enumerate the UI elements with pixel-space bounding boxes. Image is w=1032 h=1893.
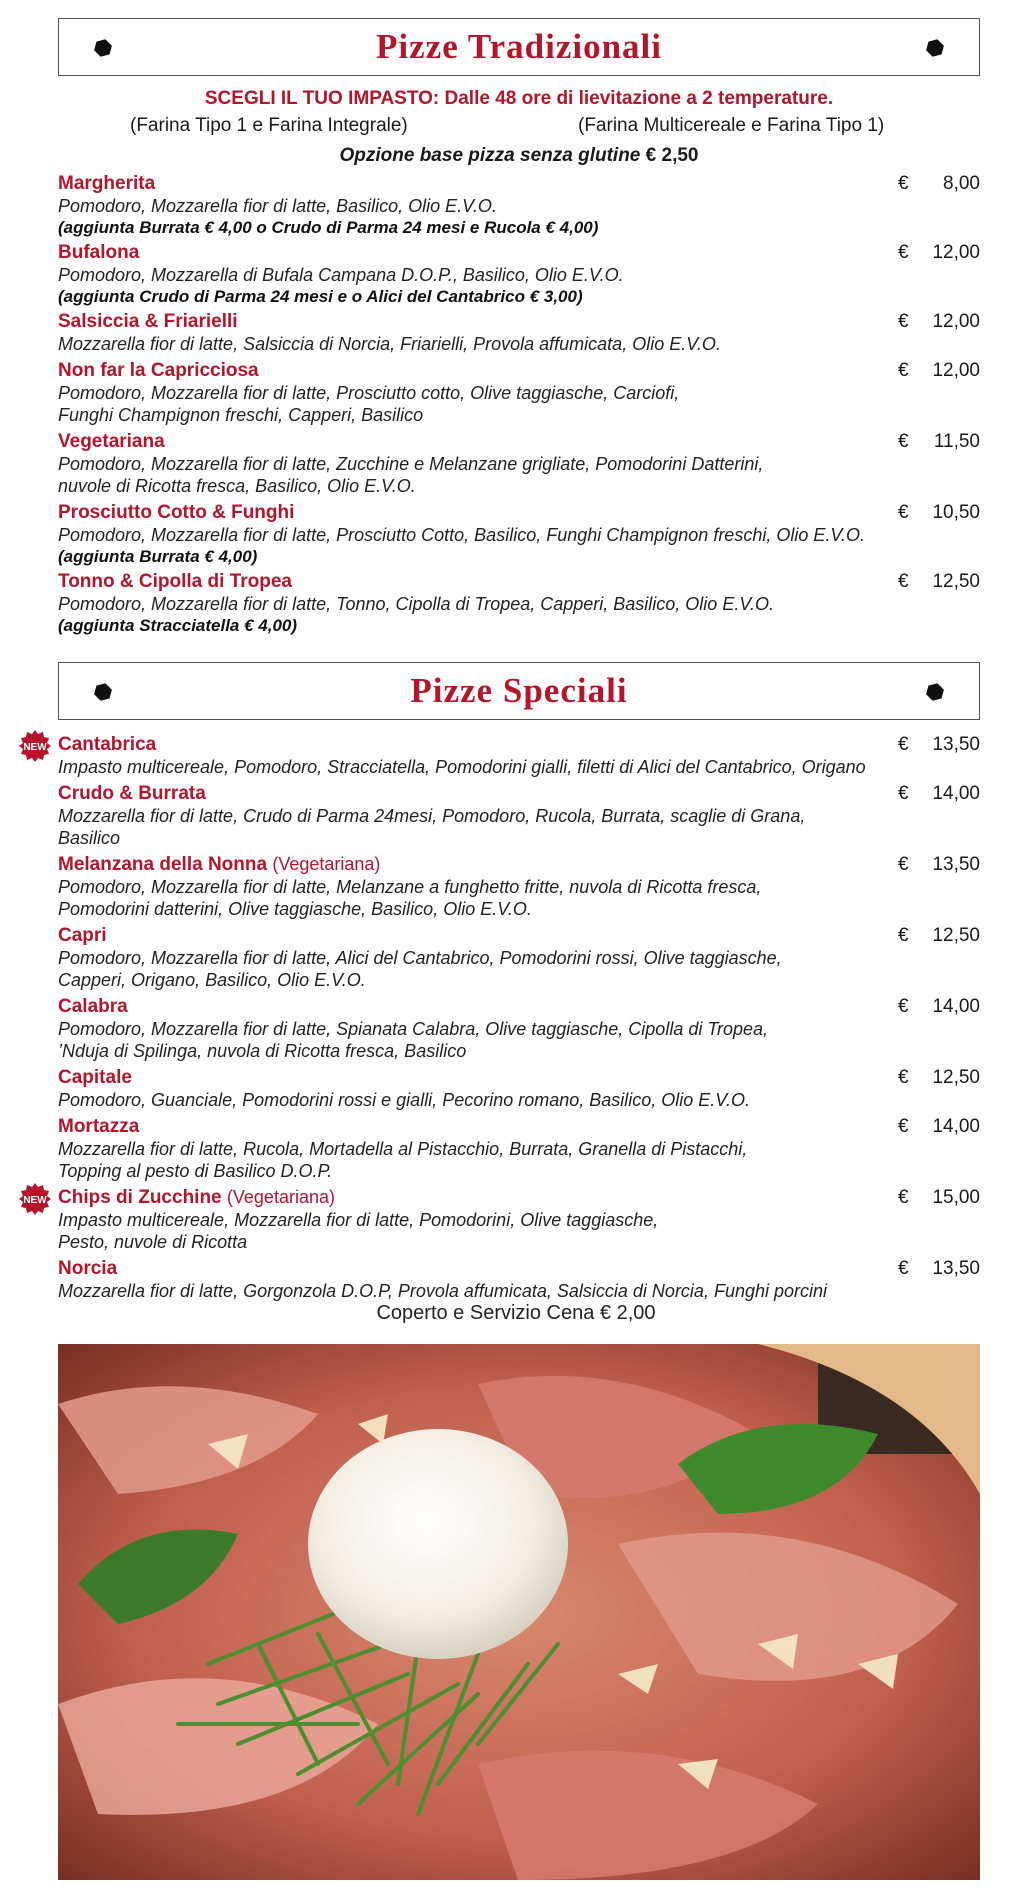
menu-item [58,310,980,355]
item-description: Impasto multicereale, Mozzarella fior di latte, Pomodorini, Olive taggiasche, [58,1210,659,1230]
menu-item [58,1066,980,1111]
item-description-line2: nuvole di Ricotta fresca, Basilico, Olio E.V.O. [58,476,416,496]
currency: € [898,431,909,452]
item-description-line2: ’Nduja di Spilinga, nuvola di Ricotta fresca, Basilico [58,1041,467,1061]
item-description-line2: Funghi Champignon freschi, Capperi, Basilico [58,405,424,425]
item-description-line2: Topping al pesto di Basilico D.O.P. [58,1161,333,1181]
new-badge-text: NEW [23,1195,47,1206]
item-description: Pomodoro, Guanciale, Pomodorini rossi e gialli, Pecorino romano, Basilico, Olio E.V.O. [58,1090,750,1110]
price-value: 8,00 [943,173,980,194]
menu-item [58,501,980,568]
currency: € [898,502,909,523]
cover-charge: Coperto e Servizio Cena € 2,00 [376,1302,656,1324]
item-name: Bufalona [58,242,140,263]
item-description: Mozzarella fior di latte, Crudo di Parma 24mesi, Pomodoro, Rucola, Burrata, scaglie di Grana, Basilico [58,806,806,848]
item-price [898,782,980,805]
item-price [898,733,980,756]
item-name: Melanzana della Nonna [58,854,268,875]
item-description: Mozzarella fior di latte, Gorgonzola D.O.P, Provola affumicata, Salsiccia di Norcia, Funghi porcini [58,1281,828,1301]
menu-item [58,172,980,239]
new-badge-text: NEW [23,742,47,753]
item-price [898,924,980,947]
hexagon-icon [925,682,945,702]
menu-item [58,241,980,308]
item-name: Crudo & Burrata [58,783,206,804]
price-value: 15,00 [932,1187,980,1208]
item-name: Calabra [58,996,128,1017]
item-price [898,570,980,593]
farina-left: (Farina Tipo 1 e Farina Integrale) [130,115,408,136]
item-price [898,172,980,195]
currency: € [898,783,909,804]
item-name: Cantabrica [58,734,157,755]
price-value: 12,00 [932,360,980,381]
currency: € [898,173,909,194]
item-name: Mortazza [58,1116,140,1137]
item-name: Capri [58,925,107,946]
item-extra: (aggiunta Burrata € 4,00 o Crudo di Parma 24 mesi e Rucola € 4,00) [58,218,599,237]
vegetarian-tag: (Vegetariana) [226,1187,335,1207]
pizza-photo [58,1344,980,1880]
price-value: 13,50 [932,1258,980,1279]
item-price [898,241,980,264]
item-description: Pomodoro, Mozzarella fior di latte, Alici del Cantabrico, Pomodorini rossi, Olive taggiasche, [58,948,782,968]
menu-item [58,430,980,497]
item-price [898,853,980,876]
price-value: 12,50 [932,925,980,946]
currency: € [898,571,909,592]
item-name: Capitale [58,1067,132,1088]
menu-item [58,570,980,637]
section-title: Pizze Tradizionali [376,27,662,66]
item-extra: (aggiunta Crudo di Parma 24 mesi e o Alici del Cantabrico € 3,00) [58,287,583,306]
item-description: Pomodoro, Mozzarella fior di latte, Zucchine e Melanzane grigliate, Pomodorini Datterini, [58,454,764,474]
currency: € [898,1258,909,1279]
price-value: 11,50 [933,431,980,452]
currency: € [898,925,909,946]
price-value: 14,00 [932,996,980,1017]
item-description: Pomodoro, Mozzarella fior di latte, Prosciutto Cotto, Basilico, Funghi Champignon freschi, Olio E.V.O. [58,525,866,545]
item-price [898,1186,980,1209]
item-description: Pomodoro, Mozzarella di Bufala Campana D.O.P., Basilico, Olio E.V.O. [58,265,624,285]
price-value: 12,50 [932,571,980,592]
item-description: Mozzarella fior di latte, Salsiccia di Norcia, Friarielli, Provola affumicata, Olio E.V.O. [58,334,721,354]
item-name: Norcia [58,1258,118,1279]
item-description: Pomodoro, Mozzarella fior di latte, Melanzane a funghetto fritte, nuvola di Ricotta fresca, [58,877,762,897]
menu-item [23,733,980,778]
gluten-free-price: € 2,50 [645,145,699,166]
item-name: Non far la Capricciosa [58,360,259,381]
menu-item [58,1115,980,1182]
price-value: 10,50 [932,502,980,523]
item-name: Salsiccia & Friarielli [58,311,238,332]
item-name: Chips di Zucchine [58,1187,222,1208]
item-price [898,1066,980,1089]
price-value: 12,00 [932,311,980,332]
item-description: Pomodoro, Mozzarella fior di latte, Spianata Calabra, Olive taggiasche, Cipolla di Tropea, [58,1019,769,1039]
menu-item [58,853,980,920]
hexagon-icon [93,682,113,702]
price-value: 14,00 [932,783,980,804]
item-extra: (aggiunta Burrata € 4,00) [58,547,258,566]
item-description-line2: Capperi, Origano, Basilico, Olio E.V.O. [58,970,366,990]
item-description-line2: Pesto, nuvole di Ricotta [58,1232,248,1252]
gluten-free-option [58,145,980,167]
item-description: Pomodoro, Mozzarella fior di latte, Prosciutto cotto, Olive taggiasche, Carciofi, [58,383,680,403]
currency: € [898,996,909,1017]
item-description: Mozzarella fior di latte, Rucola, Mortadella al Pistacchio, Burrata, Granella di Pistacchi, [58,1139,748,1159]
menu-item [23,1186,980,1253]
item-name-line [58,1186,870,1209]
menu-list-speciali [23,733,980,1302]
price-value: 13,50 [932,734,980,755]
menu-item [58,995,980,1062]
item-name: Prosciutto Cotto & Funghi [58,502,295,523]
currency: € [898,311,909,332]
vegetarian-tag: (Vegetariana) [272,854,381,874]
currency: € [898,242,909,263]
item-description: Impasto multicereale, Pomodoro, Stracciatella, Pomodorini gialli, filetti di Alici del Cantabrico, Origano [58,757,866,777]
hexagon-icon [925,38,945,58]
item-name-line [58,853,870,876]
menu-item [58,359,980,426]
item-price [898,310,980,333]
item-price [898,359,980,382]
item-price [898,501,980,524]
currency: € [898,360,909,381]
price-value: 12,00 [932,242,980,263]
item-price [898,1115,980,1138]
currency: € [898,854,909,875]
item-price [898,430,980,453]
gluten-free-label: Opzione base pizza senza glutine [339,145,641,166]
section-header-tradizionali [58,18,980,76]
item-name: Tonno & Cipolla di Tropea [58,571,292,592]
menu-item [58,1257,980,1302]
item-name: Vegetariana [58,431,165,452]
section-header-speciali [58,662,980,720]
menu-list-tradizionali [58,172,980,637]
item-description: Pomodoro, Mozzarella fior di latte, Tonno, Cipolla di Tropea, Capperi, Basilico, Olio E.V.O. [58,594,775,614]
price-value: 13,50 [932,854,980,875]
menu-item [58,924,980,991]
item-description-line2: Pomodorini datterini, Olive taggiasche, Basilico, Olio E.V.O. [58,899,532,919]
price-value: 14,00 [932,1116,980,1137]
item-name: Margherita [58,173,156,194]
currency: € [898,1187,909,1208]
price-value: 12,50 [932,1067,980,1088]
currency: € [898,1116,909,1137]
new-badge-icon [18,729,52,763]
item-price [898,1257,980,1280]
currency: € [898,734,909,755]
section-title: Pizze Speciali [410,671,628,710]
menu-item [58,782,980,849]
impasto-title: SCEGLI IL TUO IMPASTO: Dalle 48 ore di lievitazione a 2 temperature. [204,88,834,109]
item-description: Pomodoro, Mozzarella fior di latte, Basilico, Olio E.V.O. [58,196,497,216]
item-price [898,995,980,1018]
pizza-illustration [58,1344,980,1880]
currency: € [898,1067,909,1088]
hexagon-icon [93,38,113,58]
item-extra: (aggiunta Stracciatella € 4,00) [58,616,298,635]
farina-right: (Farina Multicereale e Farina Tipo 1) [578,115,885,136]
new-badge-icon [18,1182,52,1216]
